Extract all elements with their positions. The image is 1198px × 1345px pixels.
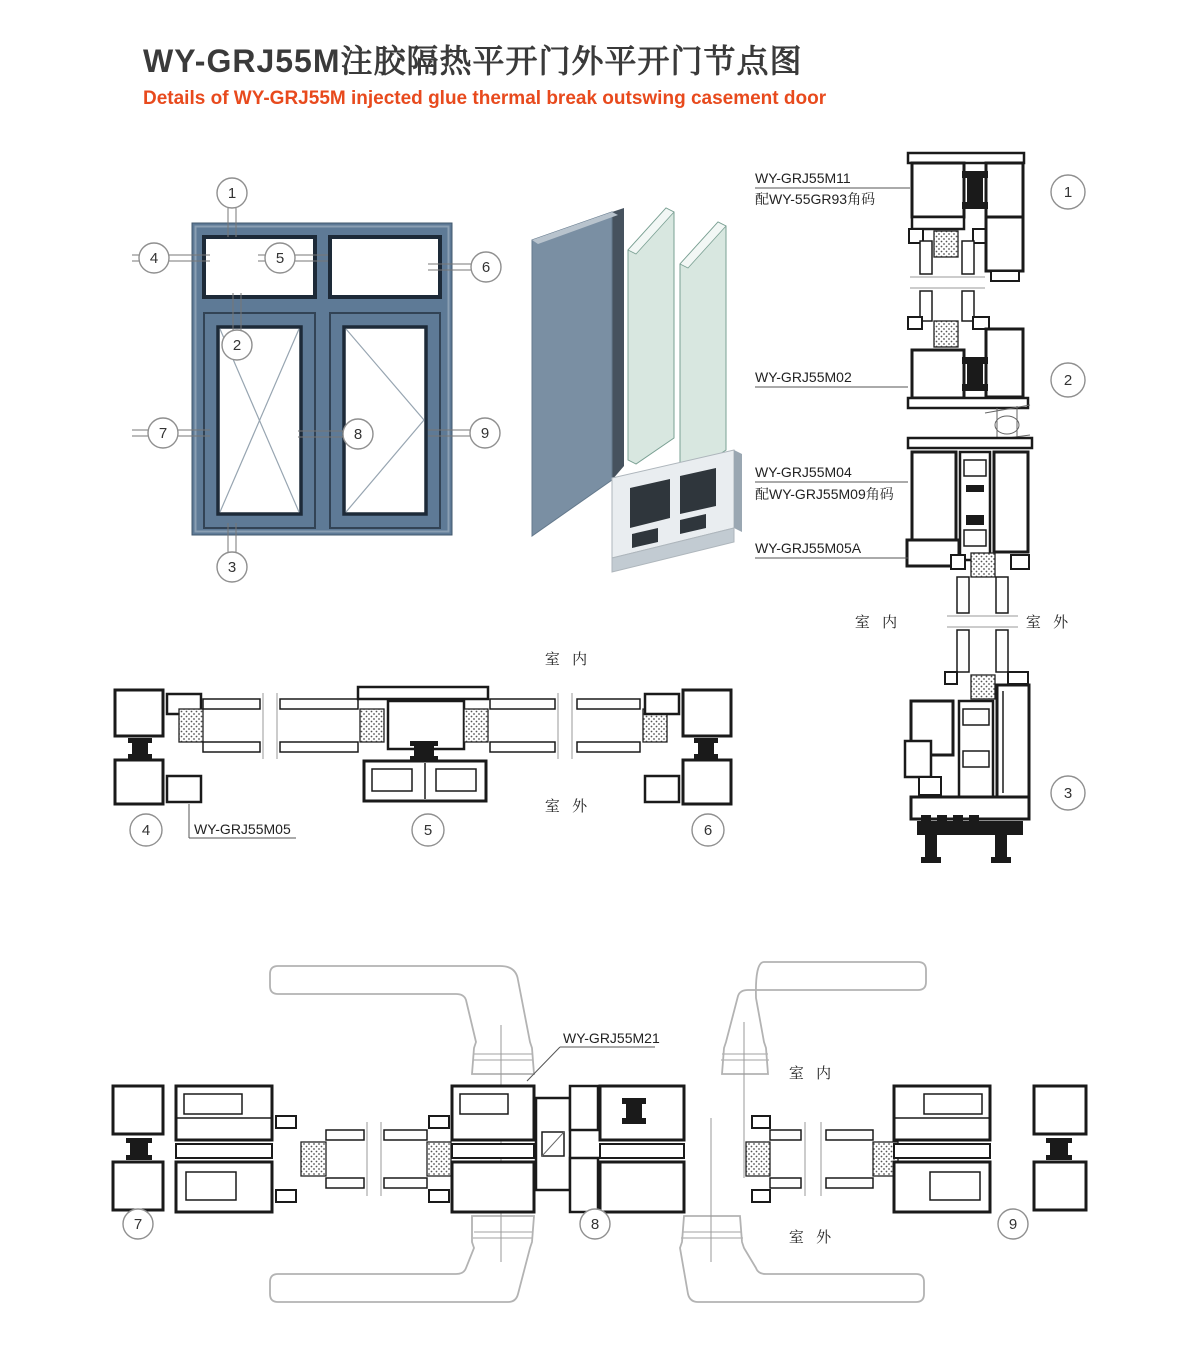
label-m11: WY-GRJ55M11	[755, 170, 851, 186]
bottom-outdoor-label: 室 外	[788, 1229, 836, 1246]
detail-transom	[908, 317, 1030, 447]
svg-text:6: 6	[481, 259, 491, 276]
bottom-callout-9	[998, 1209, 1028, 1239]
svg-text:7: 7	[133, 1216, 143, 1233]
mid-outdoor-label: 室 外	[544, 798, 592, 815]
mid-callout-5	[412, 814, 444, 846]
svg-text:4: 4	[149, 250, 159, 267]
mid-callout-6	[692, 814, 724, 846]
svg-text:5: 5	[423, 822, 433, 839]
header	[143, 36, 826, 110]
label-m02: WY-GRJ55M02	[755, 369, 852, 385]
svg-text:9: 9	[480, 425, 490, 442]
label-m11-sub: 配WY-55GR93角码	[755, 191, 876, 207]
detail-jamb-left	[115, 690, 203, 804]
svg-text:7: 7	[158, 425, 168, 442]
bottom-horizontal-section	[80, 950, 1120, 1340]
vs-callout-3	[1051, 776, 1085, 810]
vertical-section	[745, 145, 1095, 875]
glazing-lower	[947, 577, 1018, 672]
callout-9	[470, 418, 500, 448]
detail-sash-m04	[907, 438, 1032, 577]
profile-3d-render	[520, 198, 745, 588]
svg-text:3: 3	[1063, 785, 1073, 802]
door-frame	[192, 223, 452, 535]
svg-text:6: 6	[703, 822, 713, 839]
mid-callout-4	[130, 814, 162, 846]
page-title: WY-GRJ55M注胶隔热平开门外平开门节点图	[143, 43, 803, 79]
label-m04: WY-GRJ55M04	[755, 464, 852, 480]
detail-7-left	[113, 1086, 326, 1212]
render-3d	[532, 208, 742, 572]
bottom-callout-8	[580, 1209, 610, 1239]
detail-sill	[905, 672, 1029, 863]
bottom-glazing-1	[326, 1122, 427, 1196]
callout-1	[217, 178, 247, 208]
detail-jamb-right	[643, 690, 731, 804]
callout-6	[471, 252, 501, 282]
mid-indoor-label: 室 内	[544, 651, 592, 668]
svg-text:9: 9	[1008, 1216, 1018, 1233]
callout-4	[139, 243, 169, 273]
vs-callout-1	[1051, 175, 1085, 209]
threshold	[917, 815, 1023, 863]
svg-text:1: 1	[1063, 184, 1073, 201]
callout-8	[343, 419, 373, 449]
vs-indoor-label: 室 内	[854, 614, 902, 631]
detail-9-right	[873, 1086, 1086, 1212]
mid-glazing-1	[203, 693, 358, 759]
label-m04-sub: 配WY-GRJ55M09角码	[755, 486, 894, 502]
bottom-callout-7	[123, 1209, 153, 1239]
label-m21: WY-GRJ55M21	[563, 1030, 660, 1046]
vs-labels	[755, 170, 910, 558]
svg-text:8: 8	[590, 1216, 600, 1233]
svg-text:5: 5	[275, 250, 285, 267]
mid-glazing-2	[490, 693, 640, 759]
vs-outdoor-label: 室 外	[1025, 614, 1073, 631]
transom-left	[204, 237, 315, 297]
callout-7	[148, 418, 178, 448]
transom-right	[330, 237, 440, 297]
svg-text:1: 1	[227, 185, 237, 202]
detail-mullion	[358, 687, 488, 801]
page-subtitle: Details of WY-GRJ55M injected glue thermal break outswing casement door	[143, 88, 827, 109]
svg-text:3: 3	[227, 559, 237, 576]
detail-8-center	[427, 1086, 770, 1212]
svg-text:8: 8	[353, 426, 363, 443]
svg-text:4: 4	[141, 822, 151, 839]
bottom-indoor-label: 室 内	[788, 1065, 836, 1082]
callout-2	[222, 330, 252, 360]
callout-3	[217, 552, 247, 582]
bottom-glazing-2	[770, 1122, 873, 1196]
door-elevation	[130, 175, 530, 605]
svg-text:2: 2	[232, 337, 242, 354]
callout-5	[265, 243, 295, 273]
vs-callout-2	[1051, 363, 1085, 397]
mid-horizontal-section	[100, 645, 780, 860]
label-m05: WY-GRJ55M05	[194, 821, 291, 837]
svg-text:2: 2	[1063, 372, 1073, 389]
label-m05a: WY-GRJ55M05A	[755, 540, 862, 556]
